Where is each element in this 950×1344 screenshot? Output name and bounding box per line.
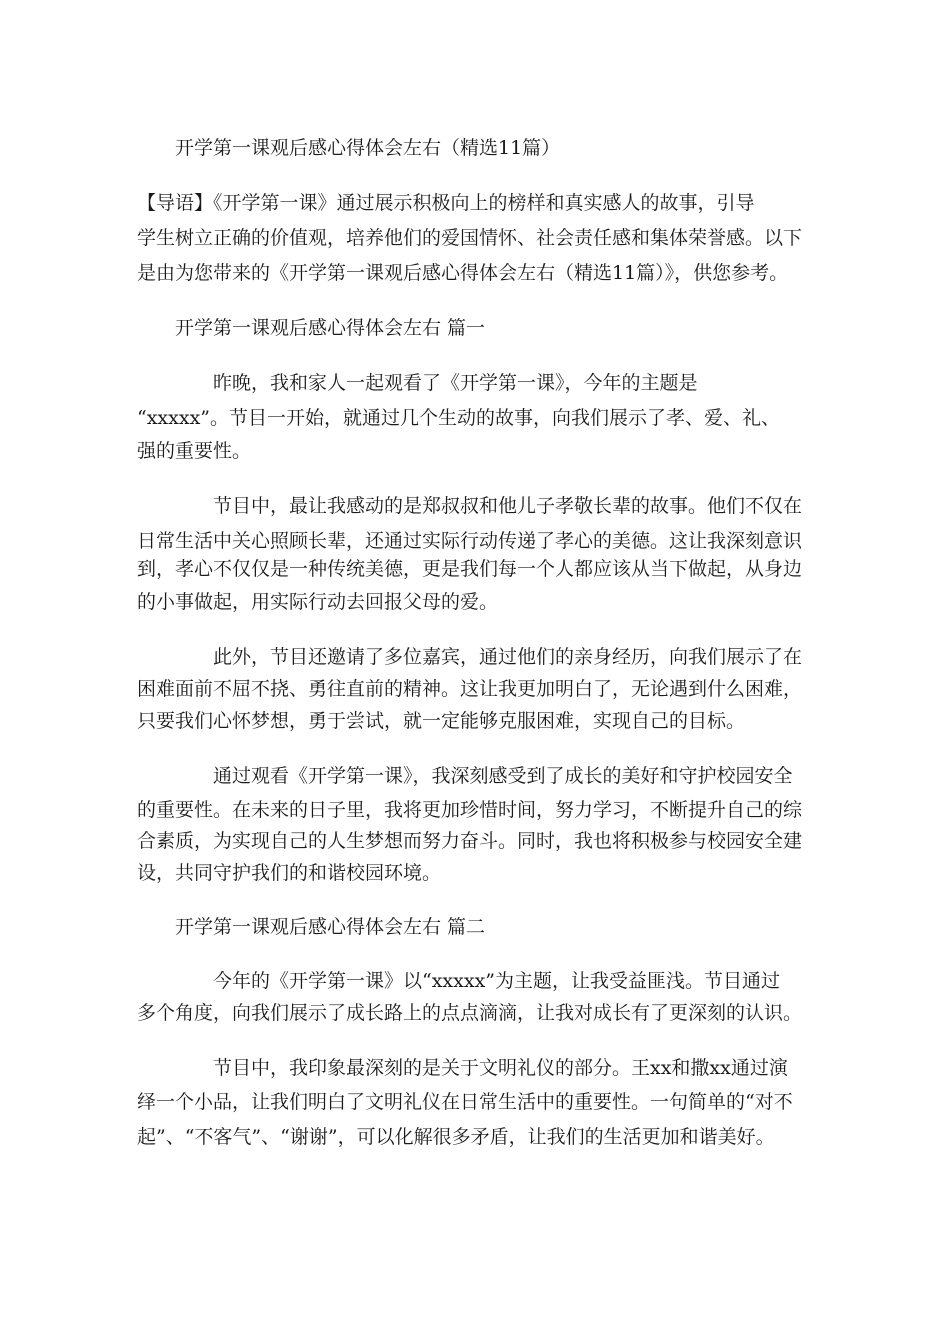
paragraph-line: 多个角度，向我们展示了成长路上的点点滴滴，让我对成长有了更深刻的认识。 (137, 1002, 803, 1024)
paragraph-line: 通过观看《开学第一课》，我深刻感受到了成长的美好和守护校园安全 (213, 765, 793, 787)
intro-line: 【导语】《开学第一课》通过展示积极向上的榜样和真实感人的故事，引导 (137, 192, 755, 214)
paragraph-line: 起”、“不客气”、“谢谢”，可以化解很多矛盾，让我们的生活更加和谐美好。 (137, 1126, 775, 1148)
paragraph-line: 节目中，我印象最深刻的是关于文明礼仪的部分。王xx和撒xx通过演 (213, 1057, 788, 1079)
paragraph-line: 节目中，最让我感动的是郑叔叔和他儿子孝敬长辈的故事。他们不仅在 (213, 495, 803, 517)
paragraph-line: “xxxxx”。节目一开始，就通过几个生动的故事，向我们展示了孝、爱、礼、 (137, 407, 781, 429)
paragraph-line: 困难面前不屈不挠、勇往直前的精神。这让我更加明白了，无论遇到什么困难， (137, 678, 803, 700)
paragraph-line: 昨晚，我和家人一起观看了《开学第一课》，今年的主题是 (213, 372, 698, 394)
paragraph-line: 绎一个小品，让我们明白了文明礼仪在日常生活中的重要性。一句简单的“对不 (137, 1091, 793, 1113)
section-heading-2: 开学第一课观后感心得体会左右 篇二 (175, 916, 486, 938)
paragraph-line: 的重要性。在未来的日子里，我将更加珍惜时间，努力学习，不断提升自己的综 (137, 799, 803, 821)
paragraph-line: 设，共同守护我们的和谐校园环境。 (137, 862, 442, 884)
section-heading-1: 开学第一课观后感心得体会左右 篇一 (175, 317, 486, 339)
paragraph-line: 此外，节目还邀请了多位嘉宾，通过他们的亲身经历，向我们展示了在 (213, 646, 803, 668)
paragraph-line: 的小事做起，用实际行动去回报父母的爱。 (137, 591, 499, 613)
intro-line: 是由为您带来的《开学第一课观后感心得体会左右（精选11篇）》，供您参考。 (137, 262, 789, 284)
paragraph-line: 到，孝心不仅仅是一种传统美德，更是我们每一个人都应该从当下做起，从身边 (137, 558, 803, 580)
document-title: 开学第一课观后感心得体会左右（精选11篇） (175, 137, 561, 159)
paragraph-line: 今年的《开学第一课》以“xxxxx”为主题，让我受益匪浅。节目通过 (213, 970, 781, 992)
paragraph-line: 合素质，为实现自己的人生梦想而努力奋斗。同时，我也将积极参与校园安全建 (137, 830, 803, 852)
paragraph-line: 日常生活中关心照顾长辈，还通过实际行动传递了孝心的美德。这让我深刻意识 (137, 530, 803, 552)
paragraph-line: 只要我们心怀梦想，勇于尝试，就一定能够克服困难，实现自己的目标。 (137, 710, 746, 732)
paragraph-line: 强的重要性。 (137, 440, 252, 462)
intro-line: 学生树立正确的价值观，培养他们的爱国情怀、社会责任感和集体荣誉感。以下 (137, 227, 803, 249)
